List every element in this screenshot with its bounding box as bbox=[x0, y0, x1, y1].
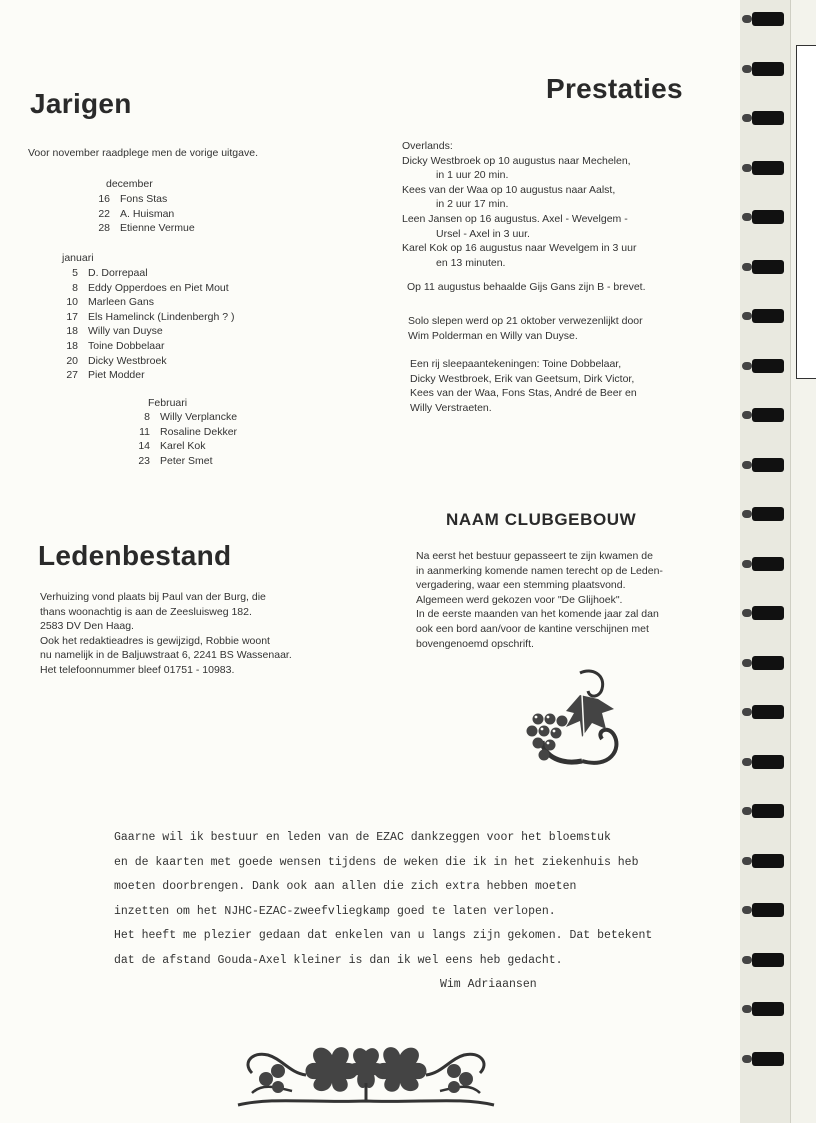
naam-clubgebouw-text bbox=[416, 549, 663, 651]
birthday-item bbox=[62, 368, 235, 383]
birthday-item bbox=[62, 324, 235, 339]
birthday-day: 20 bbox=[66, 354, 78, 367]
binding-coil bbox=[752, 557, 784, 571]
binding-coil bbox=[752, 458, 784, 472]
birthday-day: 18 bbox=[66, 325, 78, 338]
birthday-item bbox=[134, 439, 237, 454]
binding-coil bbox=[752, 656, 784, 670]
slepen-line: Kees van der Waa, Fons Stas, André de Beer en bbox=[410, 387, 637, 400]
slepen-line: Willy Verstraeten. bbox=[410, 401, 492, 414]
overlands-block bbox=[402, 139, 636, 270]
overlands-line: Dicky Westbroek op 10 augustus naar Mechelen, bbox=[402, 154, 631, 167]
bedankje-typed-text bbox=[114, 826, 734, 998]
birthday-item bbox=[62, 339, 235, 354]
birthday-item bbox=[94, 207, 195, 222]
month-december-label: december bbox=[106, 178, 153, 190]
birthday-name: Fons Stas bbox=[120, 193, 168, 205]
binding-coil bbox=[752, 804, 784, 818]
month-februari-label: Februari bbox=[148, 397, 188, 409]
birthday-day: 28 bbox=[98, 222, 110, 235]
overlands-entry bbox=[402, 241, 636, 270]
birthday-item bbox=[134, 425, 237, 440]
solo-slepen-text bbox=[408, 314, 643, 343]
bedankje-line: moeten doorbrengen. Dank ook aan allen die zich extra hebben moeten bbox=[114, 880, 577, 893]
naam-line: ook een bord aan/voor de kantine verschijnen met bbox=[416, 622, 649, 635]
birthday-day: 8 bbox=[144, 411, 150, 423]
overlands-line-indent: in 1 uur 20 min. bbox=[436, 169, 509, 182]
binding-coil bbox=[752, 755, 784, 769]
birthday-day: 10 bbox=[66, 296, 78, 309]
birthday-item bbox=[94, 221, 195, 236]
leden-line: 2583 DV Den Haag. bbox=[40, 620, 134, 633]
birthday-name: Eddy Opperdoes en Piet Mout bbox=[88, 281, 229, 294]
birthday-name: Els Hamelinck (Lindenbergh ? ) bbox=[88, 310, 235, 323]
binding-coil bbox=[752, 606, 784, 620]
bedankje-line: Het heeft me plezier gedaan dat enkelen van u langs zijn gekomen. Dat betekent bbox=[114, 929, 653, 942]
birthday-item bbox=[62, 266, 235, 281]
naam-line: Na eerst het bestuur gepasseert te zijn kwamen de bbox=[416, 550, 653, 562]
overlands-entry bbox=[402, 212, 636, 241]
naam-line: in aanmerking komende namen terecht op de Leden- bbox=[416, 564, 663, 577]
februari-birthday-list bbox=[134, 410, 237, 468]
naam-clubgebouw-heading: NAAM CLUBGEBOUW bbox=[446, 510, 637, 529]
naam-line: Algemeen werd gekozen voor "De Glijhoek". bbox=[416, 593, 623, 606]
jarigen-heading: Jarigen bbox=[30, 88, 132, 119]
binding-coil bbox=[752, 854, 784, 868]
birthday-item bbox=[134, 454, 237, 469]
overlands-line: Leen Jansen op 16 augustus. Axel - Wevelgem - bbox=[402, 212, 628, 225]
birthday-day: 5 bbox=[72, 267, 78, 279]
overlands-entry bbox=[402, 154, 636, 183]
binding-coil bbox=[752, 210, 784, 224]
grape-vine-ornament-icon bbox=[522, 665, 626, 775]
bedankje-lines bbox=[114, 826, 734, 973]
binding-coil bbox=[752, 161, 784, 175]
birthday-day: 27 bbox=[66, 369, 78, 382]
binding-coil bbox=[752, 1002, 784, 1016]
birthday-item bbox=[94, 192, 195, 207]
birthday-name: D. Dorrepaal bbox=[88, 267, 148, 279]
overlands-line-indent: Ursel - Axel in 3 uur. bbox=[436, 227, 530, 240]
birthday-name: Rosaline Dekker bbox=[160, 425, 238, 438]
birthday-item bbox=[62, 354, 235, 369]
brevet-text: Op 11 augustus behaalde Gijs Gans zijn B - brevet. bbox=[407, 281, 646, 293]
ledenbestand-heading: Ledenbestand bbox=[38, 540, 232, 571]
ledenbestand-text bbox=[40, 590, 292, 678]
bedankje-line: Gaarne wil ik bestuur en leden van de EZAC dankzeggen voor het bloemstuk bbox=[114, 831, 611, 844]
overlands-label: Overlands: bbox=[402, 140, 453, 152]
naam-line: In de eerste maanden van het komende jaar zal dan bbox=[416, 608, 659, 621]
birthday-name: Marleen Gans bbox=[88, 296, 154, 309]
birthday-name: Dicky Westbroek bbox=[88, 354, 167, 367]
bedankje-line: inzetten om het NJHC-EZAC-zweefvliegkamp goed te laten verlopen. bbox=[114, 904, 556, 918]
birthday-day: 8 bbox=[72, 281, 78, 294]
birthday-name: Willy van Duyse bbox=[88, 325, 163, 338]
birthday-day: 17 bbox=[66, 310, 78, 323]
overlands-list bbox=[402, 154, 636, 271]
solo-line: Solo slepen werd op 21 oktober verwezenlijkt door bbox=[408, 315, 643, 327]
overlands-line: Karel Kok op 16 augustus naar Wevelgem in 3 uur bbox=[402, 242, 637, 255]
month-januari-label: januari bbox=[62, 252, 94, 264]
overlands-line-indent: in 2 uur 17 min. bbox=[436, 198, 509, 211]
birthday-name: Toine Dobbelaar bbox=[88, 339, 165, 352]
leden-line: nu namelijk in de Baljuwstraat 6, 2241 BS Wassenaar. bbox=[40, 649, 292, 662]
binding-coil bbox=[752, 260, 784, 274]
birthday-day: 11 bbox=[139, 425, 150, 438]
binding-coil bbox=[752, 359, 784, 373]
birthday-day: 16 bbox=[98, 193, 110, 205]
sleepaantekeningen-text bbox=[410, 357, 637, 415]
next-page-frame bbox=[796, 45, 816, 379]
birthday-day: 18 bbox=[66, 339, 78, 352]
binding-coil bbox=[752, 12, 784, 26]
birthday-name: Peter Smet bbox=[160, 454, 213, 467]
binding-coil bbox=[752, 953, 784, 967]
slepen-line: Een rij sleepaantekeningen: Toine Dobbelaar, bbox=[410, 358, 622, 370]
birthday-name: Karel Kok bbox=[160, 440, 206, 453]
birthday-item bbox=[62, 295, 235, 310]
overlands-line-indent: en 13 minuten. bbox=[436, 256, 506, 269]
bedankje-line: en de kaarten met goede wensen tijdens de weken die ik in het ziekenhuis heb bbox=[114, 855, 639, 869]
clover-border-ornament-icon bbox=[232, 1043, 500, 1113]
leden-line: Het telefoonnummer bleef 01751 - 10983. bbox=[40, 663, 235, 676]
birthday-name: A. Huisman bbox=[120, 207, 175, 220]
signature: Wim Adriaansen bbox=[440, 978, 537, 991]
leden-line: Ook het redaktieadres is gewijzigd, Robbie woont bbox=[40, 634, 270, 647]
binding-coil bbox=[752, 309, 784, 323]
overlands-entry bbox=[402, 183, 636, 212]
binding-coil bbox=[752, 408, 784, 422]
binding-coil bbox=[752, 903, 784, 917]
december-birthday-list bbox=[94, 192, 195, 236]
januari-birthday-list bbox=[62, 266, 235, 383]
birthday-name: Etienne Vermue bbox=[120, 222, 195, 235]
jarigen-note: Voor november raadplege men de vorige uitgave. bbox=[28, 147, 258, 159]
naam-line: vergadering, waar een stemming plaatsvond. bbox=[416, 579, 626, 592]
birthday-name: Willy Verplancke bbox=[160, 411, 238, 423]
slepen-line: Dicky Westbroek, Erik van Geetsum, Dirk Victor, bbox=[410, 372, 635, 385]
birthday-item bbox=[134, 410, 237, 425]
leden-line: thans woonachtig is aan de Zeesluisweg 182. bbox=[40, 605, 252, 618]
leden-line: Verhuizing vond plaats bij Paul van der Burg, die bbox=[40, 591, 266, 603]
birthday-day: 23 bbox=[138, 454, 150, 467]
binding-coil bbox=[752, 1052, 784, 1066]
overlands-line: Kees van der Waa op 10 augustus naar Aalst, bbox=[402, 183, 616, 196]
bedankje-line: dat de afstand Gouda-Axel kleiner is dan ik wel eens heb gedacht. bbox=[114, 953, 563, 967]
birthday-item bbox=[62, 310, 235, 325]
birthday-name: Piet Modder bbox=[88, 369, 145, 382]
solo-line: Wim Polderman en Willy van Duyse. bbox=[408, 329, 578, 342]
prestaties-heading: Prestaties bbox=[546, 73, 683, 104]
binding-coil bbox=[752, 111, 784, 125]
birthday-day: 14 bbox=[138, 440, 150, 453]
naam-line: bovengenoemd opschrift. bbox=[416, 637, 534, 650]
birthday-day: 22 bbox=[98, 207, 110, 220]
binding-coil bbox=[752, 507, 784, 521]
binding-coil bbox=[752, 62, 784, 76]
binding-coil bbox=[752, 705, 784, 719]
birthday-item bbox=[62, 281, 235, 296]
